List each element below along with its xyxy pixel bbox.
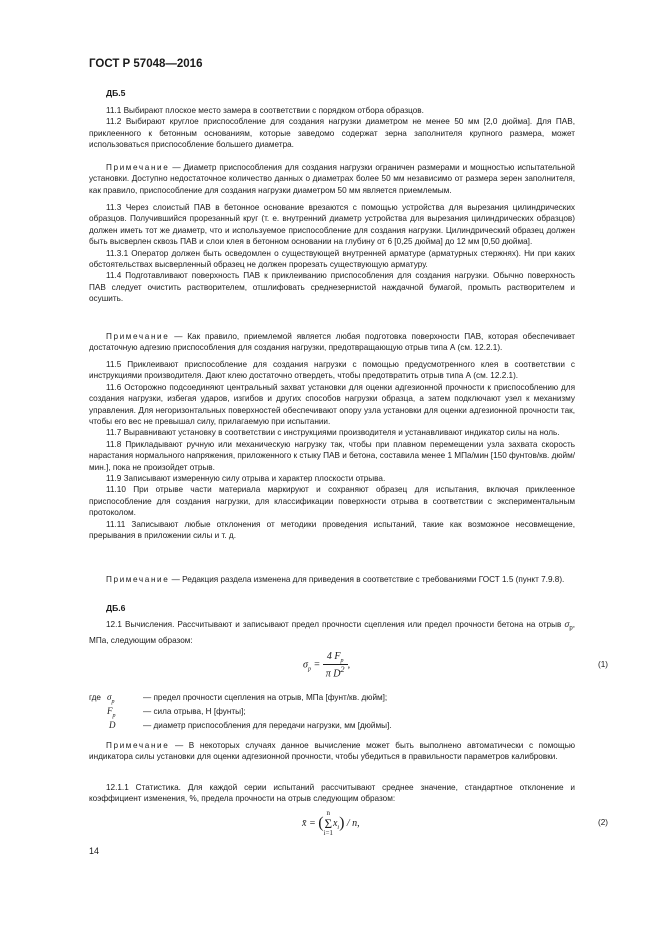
text-block-1 xyxy=(89,105,575,151)
sigma-subscript: p xyxy=(569,625,573,632)
note-2-text: — Как правило, приемлемой является любая подготовка поверхности ПАВ, которая обеспечивает достаточную адгезию приспособления для создания нагрузки, предотвращающую отрыв типа А (см. 12.2.1). xyxy=(89,332,575,353)
formula-1-numerator: 4 F xyxy=(326,651,341,662)
paragraph-11-7: 11.7 Выравнивают установку в соответствии с инструкциями производителя и устанавливают индикатор силы на ноль. xyxy=(106,428,560,438)
formula-1-fraction xyxy=(323,651,348,679)
formula-2-sum-top: n xyxy=(326,809,330,817)
note-3-text: — Редакция раздела изменена для приведения в соответствие с требованиями ГОСТ 1.5 (пункт 7.9.8). xyxy=(169,575,565,584)
legend-symbol: σ xyxy=(107,692,112,702)
formula-2-lhs: x̄ xyxy=(302,817,307,829)
formula-1-denominator-sup: 2 xyxy=(340,665,345,674)
paragraph-11-9: 11.9 Записывают измеренную силу отрыва и характер плоскости отрыва. xyxy=(106,474,386,484)
formula-2-sum xyxy=(324,810,333,837)
paragraph-11-1: 11.1 Выбирают плоское место замера в соответствии с порядком отбора образцов. xyxy=(106,106,424,115)
formula-2-term: x xyxy=(332,817,338,829)
formula-2: x̄ = (n Σ $i=1x_i) / n$, xyxy=(302,809,360,837)
formula-1-lhs: σ xyxy=(303,659,308,671)
paragraph-11-3-1: 11.3.1 Оператор должен быть осведомлен о существующей внутренней арматуре (арматурных стержнях). Ни при каких обстоятельствах высверленный образец не должен прорезать существующую арматуру. xyxy=(89,248,575,270)
legend-symbol-sub: p xyxy=(112,712,116,719)
note-4-text: — В некоторых случаях данное вычисление может быть выполнено автоматически с помощью индикатора силы установки для оценки адгезионной прочности, чтобы убедиться в правильности параметров калибровки. xyxy=(89,741,575,762)
note-3 xyxy=(89,574,575,585)
paragraph-11-8: 11.8 Прикладывают ручную или механическую нагрузку так, чтобы при плавном перемещении узла захвата скорость нарастания нормального напряжения, приложенного к стыку ПАВ и бетона, составила менее 1 МПа/мин [150 фунтов/кв. дюйм/мин.], пока не произойдет отрыв. xyxy=(89,439,575,472)
paragraph-11-4: 11.4 Подготавливают поверхность ПАВ к приклеиванию приспособления для создания нагрузки. Обычно поверхность ПАВ следует очистить растворителем, отшлифовать среднезернистой наждачной бумагой, промыть растворителем и осушить. xyxy=(89,271,575,304)
paragraph-11-11: 11.11 Записывают любые отклонения от методики проведения испытаний, такие как возможное несовмещение, прерывания в приложении силы и т. д. xyxy=(89,519,575,541)
note-4 xyxy=(89,740,575,763)
legend-row-diameter xyxy=(107,720,567,734)
text-block-3 xyxy=(89,359,575,542)
formula-1 xyxy=(303,651,350,679)
note-1-text: — Диаметр приспособления для создания нагрузки ограничен размерами и мощностью испытательной установки. Доступно недостаточное количество данных о диаметрах более 50 мм независимо от размера зерен заполнителя, как правило, приспособление для создания нагрузки диаметром 50 мм является приемлемым. xyxy=(89,163,575,195)
note-2 xyxy=(89,331,575,354)
formula-1-numerator-sub: p xyxy=(340,658,344,664)
paragraph-11-5: 11.5 Приклеивают приспособление для создания нагрузки с помощью предусмотренного клея в соответствии с инструкциями производителя. Дают клею достаточно отвердеть, чтобы предотвратить отрыв типа А (см. 12.2.1). xyxy=(89,360,575,381)
note-label: Примечание xyxy=(106,163,170,172)
equation-number-1: (1) xyxy=(598,660,609,669)
paragraph-11-2: 11.2 Выбирают круглое приспособление для создания нагрузки диаметром не менее 50 мм [2,0 дюйма]. Для ПАВ, приклеенного к бетонным основаниям, которые заведомо содержат зерна заполнителя крупного размера, может использоваться приспособление большего диаметра. xyxy=(89,117,575,150)
paragraph-11-3: 11.3 Через слоистый ПАВ в бетонное основание врезаются с помощью устройства для вырезания цилиндрических образцов. Получившийся прорезанный круг (т. е. внутренний диаметр устройства для вырезания цилиндрических образцов) должен иметь тот же диаметр, что и используемое приспособление для создания нагрузки. Цилиндрический образец должен быть высверлен сквозь ПАВ и слои клея в бетонном основании на глубину от 6 [0,25 дюйма] до 12 мм [0,50 дюйма]. xyxy=(89,203,575,247)
page-number: 14 xyxy=(89,846,100,856)
formula-1-eq: = xyxy=(310,659,323,671)
text-block-2 xyxy=(89,202,575,305)
section-title-db6: ДБ.6 xyxy=(106,603,126,613)
legend-symbol: D xyxy=(109,720,116,730)
document-header: ГОСТ Р 57048—2016 xyxy=(89,58,203,70)
legend-text: — предел прочности сцепления на отрыв, МПа [фунт/кв. дюйм]; xyxy=(143,693,388,702)
note-1 xyxy=(89,162,575,196)
equation-number-2: (2) xyxy=(598,818,609,827)
legend-text: — сила отрыва, Н [фунты]; xyxy=(143,707,246,716)
section-title-db5: ДБ.5 xyxy=(106,88,126,98)
sigma-symbol: σ xyxy=(564,620,570,629)
formula-2-eq: = xyxy=(306,817,319,829)
formula-1-end: , xyxy=(347,659,351,671)
note-label: Примечание xyxy=(106,332,170,341)
paragraph-12-1-1: 12.1.1 Статистика. Для каждой серии испытаний рассчитывают среднее значение, стандартное отклонение и коэффициент изменения, %, предела прочности на отрыв следующим образом: xyxy=(89,783,575,804)
formula-2-term-sub: i xyxy=(337,824,340,831)
text-block-5 xyxy=(89,782,575,805)
legend-row-force xyxy=(107,706,567,720)
text-block-4 xyxy=(89,619,575,646)
legend-text: — диаметр приспособления для передачи нагрузки, мм [дюймы]. xyxy=(143,721,392,730)
note-label: Примечание xyxy=(106,575,170,584)
formula-1-lhs-sub: p xyxy=(307,666,311,673)
paragraph-11-10: 11.10 При отрыве части материала маркируют и сохраняют образец для испытания, включая приклеенное приспособление для создания нагрузки, для классификации поверхности отрыва в соответствии с экспериментальным протоколом. xyxy=(89,485,575,518)
sum-sign: Σ xyxy=(324,816,333,831)
paragraph-11-6: 11.6 Осторожно подсоединяют центральный захват установки для оценки адгезионной прочности к приспособлению для создания нагрузки, избегая ударов, изгибов и других способов нагрузки образца, а затем подключают узел к механизму управления. Для негоризонтальных поверхностей обеспечивают опору узла установки для оценки адгезионной прочности так, чтобы его вес не превышал силу, прилагаемую при испытании. xyxy=(89,382,575,427)
legend-symbol-sub: p xyxy=(111,698,115,705)
formula-2-end: / n, xyxy=(344,817,360,829)
paragraph-12-1-end: , МПа, следующим образом: xyxy=(89,620,575,646)
legend-symbol: F xyxy=(107,706,113,716)
legend-where: где xyxy=(89,693,101,702)
legend-row-sigma xyxy=(107,692,567,706)
paragraph-12-1-start: 12.1 Вычисления. Рассчитывают и записывают предел прочности сцепления или предел прочности бетона на отрыв xyxy=(106,620,565,629)
formula-1-denominator: π D xyxy=(325,668,341,680)
note-label: Примечание xyxy=(106,741,170,750)
formula-2-sum-bottom: i=1 xyxy=(323,829,333,837)
